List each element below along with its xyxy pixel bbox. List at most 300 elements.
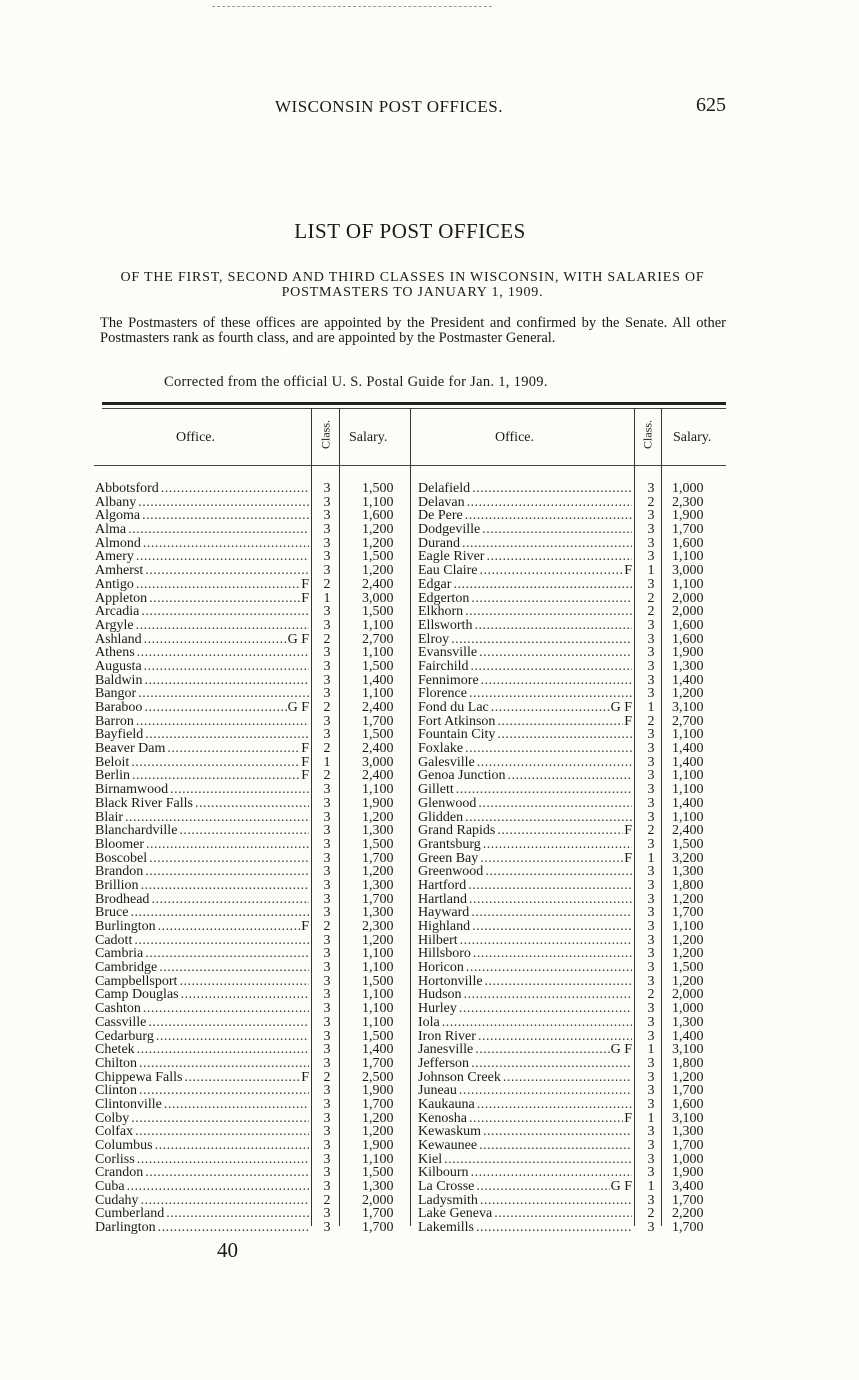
office-entry	[95, 797, 309, 811]
leader-dots	[497, 715, 623, 729]
office-salary: 1,300	[362, 1180, 394, 1194]
office-name: Eau Claire	[418, 564, 478, 578]
leader-dots	[148, 1016, 309, 1030]
page-title: LIST OF POST OFFICES	[294, 219, 526, 243]
office-entry	[418, 523, 632, 537]
office-name: Galesville	[418, 755, 475, 770]
office-entry	[418, 906, 632, 920]
office-salary: 1,500	[362, 837, 394, 852]
office-class: 3	[323, 1015, 331, 1030]
office-salary: 1,900	[362, 1139, 394, 1153]
office-class: 3	[647, 673, 655, 688]
office-class: 3	[323, 906, 331, 920]
office-salary: 1,700	[362, 1056, 394, 1071]
leader-dots	[158, 920, 301, 934]
office-name: Albany	[95, 495, 137, 510]
office-name: Hurley	[418, 1002, 457, 1016]
office-entry	[418, 701, 632, 715]
office-class: 3	[323, 933, 331, 948]
office-name: Jefferson	[418, 1056, 470, 1071]
office-name: Chippewa Falls	[95, 1070, 183, 1085]
office-salary: 1,700	[362, 892, 394, 907]
office-name: Darlington	[95, 1221, 156, 1235]
office-class: 3	[323, 824, 331, 838]
office-name: Bruce	[95, 906, 129, 920]
office-salary: 1,000	[672, 482, 704, 496]
office-class: 3	[323, 618, 331, 633]
office-name: Grand Rapids	[418, 824, 496, 838]
office-name: Delavan	[418, 495, 465, 510]
office-salary: 3,200	[672, 851, 704, 866]
office-entry	[418, 1030, 632, 1044]
leader-dots	[474, 619, 632, 633]
office-salary: 2,000	[362, 1193, 394, 1208]
leader-dots	[167, 742, 300, 756]
office-salary: 2,200	[672, 1207, 704, 1222]
office-class: 3	[323, 659, 331, 674]
office-name: Burlington	[95, 920, 156, 934]
office-name: Camp Douglas	[95, 988, 179, 1003]
office-entry	[418, 1153, 632, 1167]
leader-dots	[479, 1139, 632, 1153]
office-class: 3	[323, 837, 331, 852]
office-entry	[95, 824, 309, 838]
office-name: Bloomer	[95, 837, 144, 852]
leader-dots	[494, 1207, 632, 1221]
office-salary: 1,200	[362, 536, 394, 551]
office-name: Cadott	[95, 933, 133, 948]
office-salary: 1,200	[672, 947, 704, 962]
office-salary: 2,400	[362, 742, 394, 756]
office-name: Cassville	[95, 1015, 147, 1030]
office-entry	[95, 537, 309, 551]
office-class: 3	[647, 1193, 655, 1208]
office-name: Clintonville	[95, 1097, 162, 1112]
office-salary: 1,400	[672, 755, 704, 770]
leader-dots	[476, 1180, 609, 1194]
office-name: Campbellsport	[95, 974, 178, 989]
office-name: Grantsburg	[418, 837, 481, 852]
office-class: 2	[647, 605, 655, 619]
office-salary: 1,700	[362, 851, 394, 866]
office-entry	[95, 523, 309, 537]
office-mark: F	[624, 851, 632, 866]
office-salary: 2,700	[672, 714, 704, 729]
office-class: 3	[647, 523, 655, 537]
office-class: 3	[323, 810, 331, 825]
office-class: 3	[647, 810, 655, 825]
leader-dots	[164, 1098, 309, 1112]
office-name: Athens	[95, 646, 135, 660]
office-entry	[95, 852, 309, 866]
office-salary: 2,300	[672, 495, 704, 510]
office-entry	[95, 893, 309, 907]
leader-dots	[468, 879, 632, 893]
office-entry	[418, 838, 632, 852]
leader-dots	[475, 1043, 609, 1057]
office-entry	[95, 578, 309, 592]
leader-dots	[141, 879, 309, 893]
leader-dots	[483, 1125, 632, 1139]
office-class: 3	[647, 1029, 655, 1044]
office-name: Hortonville	[418, 974, 483, 989]
office-salary: 3,000	[362, 591, 394, 606]
leader-dots	[459, 1002, 632, 1016]
office-name: Antigo	[95, 577, 134, 592]
office-entry	[95, 1153, 309, 1167]
office-class: 3	[323, 1111, 331, 1126]
leader-dots	[497, 728, 632, 742]
office-class: 3	[647, 1139, 655, 1153]
office-salary: 1,400	[672, 796, 704, 811]
office-entry	[418, 496, 632, 510]
office-mark: G F	[287, 632, 309, 647]
office-salary: 1,100	[362, 988, 394, 1003]
office-class: 3	[323, 687, 331, 701]
leader-dots	[476, 1221, 632, 1235]
office-salary: 1,400	[672, 673, 704, 688]
leader-dots	[465, 742, 632, 756]
office-name: Ashland	[95, 632, 142, 647]
office-entry	[418, 988, 632, 1002]
office-class: 3	[647, 1070, 655, 1085]
office-class: 3	[647, 577, 655, 592]
office-name: Argyle	[95, 618, 134, 633]
office-class: 3	[323, 1207, 331, 1222]
office-class: 1	[647, 701, 655, 715]
office-entry	[95, 1125, 309, 1139]
office-salary: 3,100	[672, 1111, 704, 1126]
office-name: Elroy	[418, 632, 450, 647]
office-mark: F	[624, 564, 632, 578]
leader-dots	[477, 1098, 632, 1112]
office-salary: 1,400	[672, 1029, 704, 1044]
table-top-rule-thin	[102, 408, 726, 409]
leader-dots	[491, 701, 610, 715]
office-name: Almond	[95, 536, 141, 551]
leader-dots	[469, 687, 632, 701]
office-class: 3	[647, 742, 655, 756]
leader-dots	[442, 1016, 632, 1030]
office-class: 3	[647, 1097, 655, 1112]
office-mark: G F	[287, 701, 309, 715]
office-entry	[418, 715, 632, 729]
office-salary: 1,600	[362, 509, 394, 524]
office-salary: 1,300	[362, 878, 394, 893]
office-entry	[95, 1084, 309, 1098]
office-class: 1	[647, 1111, 655, 1126]
office-entry	[95, 742, 309, 756]
office-entry	[418, 1002, 632, 1016]
leader-dots	[137, 646, 309, 660]
leader-dots	[480, 852, 623, 866]
office-salary: 2,400	[362, 577, 394, 592]
office-class: 3	[323, 536, 331, 551]
leader-dots	[134, 934, 309, 948]
office-entry	[418, 578, 632, 592]
office-name: Janesville	[418, 1043, 474, 1057]
office-class: 3	[323, 495, 331, 510]
office-entry	[95, 1166, 309, 1180]
office-salary: 1,300	[672, 865, 704, 879]
office-entry	[95, 1221, 309, 1235]
office-name: Cambridge	[95, 961, 158, 975]
leader-dots	[465, 509, 632, 523]
leader-dots	[181, 988, 309, 1002]
office-class: 3	[323, 1084, 331, 1098]
leader-dots	[145, 564, 309, 578]
leader-dots	[131, 756, 300, 770]
office-salary: 1,500	[362, 974, 394, 989]
office-class: 2	[323, 769, 331, 784]
office-mark: F	[624, 714, 632, 729]
office-entry	[95, 961, 309, 975]
office-salary: 1,100	[672, 783, 704, 797]
office-entry	[95, 811, 309, 825]
office-entry	[418, 674, 632, 688]
office-name: Brandon	[95, 865, 144, 879]
office-class: 3	[647, 796, 655, 811]
office-class: 3	[323, 1043, 331, 1057]
office-class: 3	[323, 550, 331, 565]
office-entry	[95, 1180, 309, 1194]
office-class: 3	[647, 878, 655, 893]
office-salary: 1,100	[362, 1002, 394, 1016]
office-entry	[418, 756, 632, 770]
office-class: 3	[647, 933, 655, 948]
column-divider	[410, 408, 411, 1226]
leader-dots	[156, 1030, 309, 1044]
office-salary: 1,100	[672, 769, 704, 784]
office-salary: 1,000	[672, 1002, 704, 1016]
office-name: Colfax	[95, 1125, 134, 1139]
office-entry	[95, 619, 309, 633]
office-class: 1	[323, 591, 331, 606]
office-entry	[95, 605, 309, 619]
office-class: 3	[647, 550, 655, 565]
office-name: Evansville	[418, 646, 478, 660]
leader-dots	[459, 1084, 632, 1098]
office-entry	[95, 660, 309, 674]
office-salary: 1,000	[672, 1152, 704, 1167]
leader-dots	[145, 1166, 309, 1180]
office-entry	[95, 550, 309, 564]
office-entry	[95, 920, 309, 934]
office-entry	[95, 1194, 309, 1208]
source-note: Corrected from the official U. S. Postal Guide for Jan. 1, 1909.	[164, 374, 548, 390]
office-name: Kiel	[418, 1152, 443, 1167]
office-class: 3	[647, 769, 655, 784]
office-class: 3	[647, 755, 655, 770]
leader-dots	[125, 811, 309, 825]
leader-dots	[195, 797, 309, 811]
office-salary: 1,300	[362, 906, 394, 920]
office-entry	[95, 1030, 309, 1044]
office-entry	[418, 1084, 632, 1098]
office-class: 3	[323, 1166, 331, 1181]
office-class: 3	[323, 1125, 331, 1139]
office-salary: 1,100	[362, 961, 394, 975]
office-entry	[95, 1139, 309, 1153]
office-class: 3	[647, 961, 655, 975]
column-divider	[634, 408, 635, 1226]
office-entry	[95, 879, 309, 893]
office-name: Cashton	[95, 1002, 141, 1016]
office-mark: G F	[610, 701, 632, 715]
office-name: Bayfield	[95, 728, 144, 743]
office-entry	[418, 537, 632, 551]
office-entry	[418, 687, 632, 701]
office-class: 3	[647, 865, 655, 879]
header-office-right: Office.	[495, 430, 534, 445]
office-name: Brillion	[95, 878, 139, 893]
column-divider	[661, 408, 662, 1226]
leader-dots	[472, 482, 632, 496]
office-class: 3	[323, 1056, 331, 1071]
leader-dots	[451, 633, 632, 647]
office-name: Augusta	[95, 659, 142, 674]
leader-dots	[136, 619, 309, 633]
office-class: 2	[323, 701, 331, 715]
office-salary: 1,700	[672, 523, 704, 537]
office-entry	[418, 865, 632, 879]
left-salary-column	[362, 482, 408, 1235]
office-salary: 1,300	[672, 1015, 704, 1030]
office-class: 3	[647, 1002, 655, 1016]
office-class: 3	[323, 564, 331, 578]
office-class: 3	[323, 1180, 331, 1194]
header-office-left: Office.	[176, 430, 215, 445]
office-class: 2	[647, 714, 655, 729]
office-salary: 1,200	[362, 865, 394, 879]
leader-dots	[471, 592, 632, 606]
leader-dots	[456, 783, 632, 797]
office-class: 3	[323, 988, 331, 1003]
office-salary: 1,500	[672, 961, 704, 975]
office-class: 3	[647, 1152, 655, 1167]
office-salary: 1,700	[672, 906, 704, 920]
office-salary: 1,800	[672, 878, 704, 893]
office-salary: 1,700	[362, 714, 394, 729]
right-class-column	[641, 482, 661, 1235]
office-entry	[418, 592, 632, 606]
office-name: Kaukauna	[418, 1097, 475, 1112]
leader-dots	[465, 605, 632, 619]
office-class: 3	[323, 523, 331, 537]
leader-dots	[479, 564, 623, 578]
office-salary: 2,000	[672, 591, 704, 606]
office-name: Johnson Creek	[418, 1070, 501, 1085]
column-divider	[311, 408, 312, 1226]
leader-dots	[469, 893, 632, 907]
leader-dots	[136, 715, 309, 729]
office-entry	[418, 1112, 632, 1126]
office-salary: 1,700	[362, 1207, 394, 1222]
office-name: Kewaskum	[418, 1125, 481, 1139]
office-name: Elkhorn	[418, 605, 464, 619]
office-mark: F	[301, 577, 309, 592]
office-salary: 1,700	[362, 1097, 394, 1112]
office-name: Amery	[95, 550, 134, 565]
office-salary: 2,400	[672, 824, 704, 838]
leader-dots	[466, 961, 632, 975]
office-entry	[418, 1043, 632, 1057]
office-entry	[418, 742, 632, 756]
leader-dots	[143, 1002, 309, 1016]
office-class: 3	[323, 1029, 331, 1044]
leader-dots	[480, 1194, 632, 1208]
office-name: Hartford	[418, 878, 467, 893]
office-name: Fort Atkinson	[418, 714, 496, 729]
office-name: Durand	[418, 536, 460, 551]
office-entry	[418, 975, 632, 989]
leader-dots	[139, 1084, 309, 1098]
table-top-rule	[102, 402, 726, 405]
office-name: Cedarburg	[95, 1029, 154, 1044]
office-entry	[418, 660, 632, 674]
office-class: 3	[323, 892, 331, 907]
leader-dots	[136, 578, 300, 592]
office-class: 3	[323, 1139, 331, 1153]
leader-dots	[130, 906, 309, 920]
office-name: De Pere	[418, 509, 463, 524]
office-salary: 3,000	[672, 564, 704, 578]
office-class: 3	[647, 947, 655, 962]
office-salary: 3,100	[672, 1043, 704, 1057]
office-class: 2	[323, 920, 331, 934]
leader-dots	[471, 660, 632, 674]
office-class: 3	[323, 646, 331, 660]
office-entry	[418, 728, 632, 742]
office-entry	[418, 1071, 632, 1085]
office-entry	[418, 947, 632, 961]
office-class: 3	[647, 618, 655, 633]
leader-dots	[467, 496, 632, 510]
office-salary: 1,200	[672, 933, 704, 948]
office-salary: 1,200	[672, 892, 704, 907]
office-entry	[418, 646, 632, 660]
office-name: Crandon	[95, 1166, 144, 1181]
office-entry	[418, 482, 632, 496]
office-class: 3	[323, 865, 331, 879]
office-class: 3	[323, 482, 331, 496]
leader-dots	[146, 838, 309, 852]
leader-dots	[483, 838, 632, 852]
office-name: La Crosse	[418, 1180, 475, 1194]
office-class: 3	[647, 536, 655, 551]
leader-dots	[486, 550, 632, 564]
office-class: 3	[647, 783, 655, 797]
office-name: Greenwood	[418, 865, 484, 879]
office-class: 2	[323, 1070, 331, 1085]
leader-dots	[478, 1030, 632, 1044]
header-class-right: Class.	[640, 420, 655, 450]
office-salary: 1,900	[672, 1166, 704, 1181]
leader-dots	[127, 1180, 309, 1194]
office-name: Abbotsford	[95, 482, 159, 496]
leader-dots	[149, 852, 309, 866]
office-class: 3	[647, 687, 655, 701]
office-mark: F	[301, 591, 309, 606]
office-name: Kilbourn	[418, 1166, 469, 1181]
office-mark: F	[624, 824, 632, 838]
office-salary: 1,100	[362, 687, 394, 701]
office-name: Beloit	[95, 755, 130, 770]
signature-mark: 40	[217, 1238, 238, 1262]
leader-dots	[471, 906, 632, 920]
office-class: 1	[647, 1043, 655, 1057]
office-mark: F	[301, 769, 309, 784]
